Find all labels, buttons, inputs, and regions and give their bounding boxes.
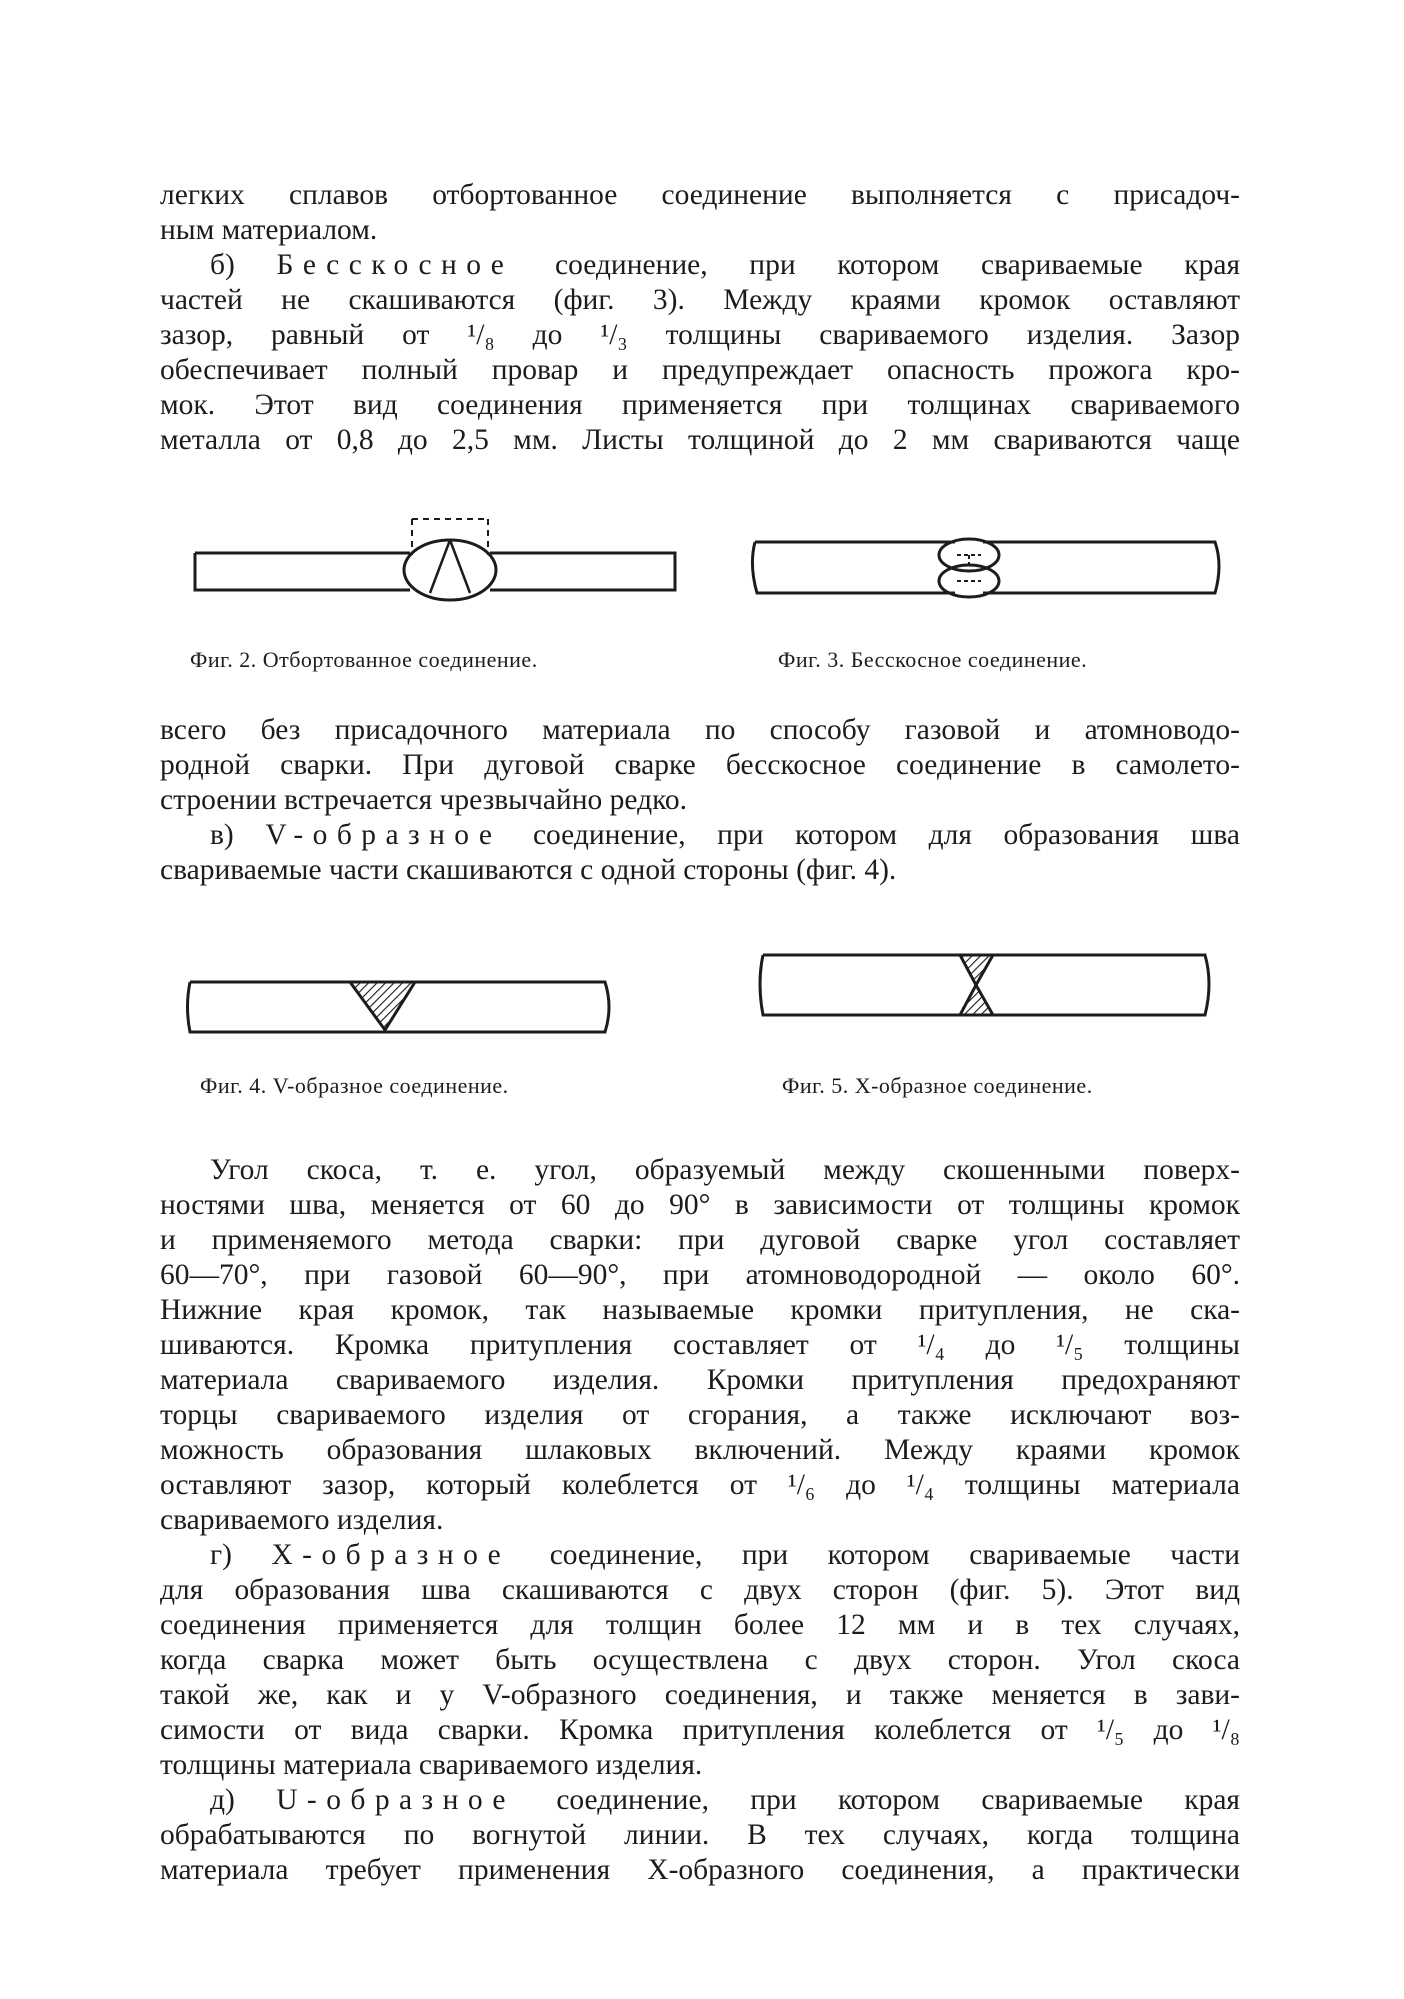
- text-block-2: [160, 713, 1240, 888]
- text-line: металла от 0,8 до 2,5 мм. Листы толщиной до 2 мм свариваются чаще: [160, 424, 1240, 456]
- text-line: когда сварка может быть осуществлена с двух сторон. Угол скоса: [160, 1644, 1240, 1676]
- text-line: для образования шва скашиваются с двух сторон (фиг. 5). Этот вид: [160, 1574, 1240, 1606]
- text-line: ным материалом.: [160, 214, 378, 246]
- text-line: родной сварки. При дуговой сварке бесскосное соединение в самолето-: [160, 749, 1240, 781]
- figure-4-v-joint: [185, 962, 615, 1042]
- item-prefix: г): [210, 1539, 232, 1571]
- text-line: шиваются. Кромка притупления составляет от ¹/₄ до ¹/₅ толщины: [160, 1329, 1240, 1361]
- text-line: и применяемого метода сварки: при дуговой сварке угол составляет: [160, 1224, 1240, 1256]
- text-block-3: [160, 1153, 1240, 1888]
- paragraph-g-first-line: [160, 1538, 1240, 1573]
- text-line: Угол скоса, т. е. угол, образуемый между скошенными поверх-: [210, 1154, 1240, 1186]
- text-line: 60—70°, при газовой 60—90°, при атомноводородной — около 60°.: [160, 1259, 1240, 1291]
- text-line: соединение, при котором свариваемые края: [556, 1784, 1241, 1816]
- text-line: соединения применяется для толщин более 12 мм и в тех случаях,: [160, 1609, 1240, 1641]
- spaced-term: U-образное: [276, 1784, 515, 1816]
- figure-5-x-joint: [755, 943, 1215, 1023]
- text-line: соединение, при котором свариваемые части: [549, 1539, 1240, 1571]
- figure-2-flanged-joint: [190, 505, 680, 615]
- paragraph-d-first-line: [160, 1783, 1240, 1818]
- text-line: Нижние края кромок, так называемые кромки притупления, не ска-: [160, 1294, 1240, 1326]
- text-line: зазор, равный от ¹/₈ до ¹/₃ толщины свариваемого изделия. Зазор: [160, 319, 1240, 351]
- text-line: ностями шва, меняется от 60 до 90° в зависимости от толщины кромок: [160, 1189, 1240, 1221]
- text-line: обеспечивает полный провар и предупреждает опасность прожога кро-: [160, 354, 1240, 386]
- text-line: свариваемые части скашиваются с одной стороны (фиг. 4).: [160, 854, 897, 886]
- text-line: строении встречается чрезвычайно редко.: [160, 784, 688, 816]
- figure-5-caption: Фиг. 5. X-образное соединение.: [782, 1073, 1093, 1098]
- text-line: симости от вида сварки. Кромка притупления колеблется от ¹/₅ до ¹/₈: [160, 1714, 1240, 1746]
- text-line: материала требует применения X-образного соединения, а практически: [160, 1854, 1240, 1886]
- spaced-term: Бесскосное: [276, 249, 514, 281]
- spaced-term: X-образное: [271, 1539, 511, 1571]
- text-line: соединение, при котором свариваемые края: [554, 249, 1241, 281]
- paragraph-b-first-line: [160, 248, 1240, 283]
- text-line: всего без присадочного материала по способу газовой и атомноводо-: [160, 714, 1240, 746]
- figure-3-square-butt-joint: [745, 525, 1225, 615]
- text-line: материала свариваемого изделия. Кромки притупления предохраняют: [160, 1364, 1240, 1396]
- item-prefix: в): [210, 819, 234, 851]
- figure-4-caption: Фиг. 4. V-образное соединение.: [200, 1073, 509, 1098]
- text-line: мок. Этот вид соединения применяется при толщинах свариваемого: [160, 389, 1240, 421]
- text-line: можность образования шлаковых включений. Между краями кромок: [160, 1434, 1240, 1466]
- text-line: торцы свариваемого изделия от сгорания, а также исключают воз-: [160, 1399, 1240, 1431]
- text-block-1: [160, 178, 1240, 458]
- text-line: соединение, при котором для образования шва: [532, 819, 1241, 851]
- text-line: свариваемого изделия.: [160, 1504, 444, 1536]
- text-line: легких сплавов отбортованное соединение выполняется с присадоч-: [160, 179, 1240, 211]
- text-line: частей не скашиваются (фиг. 3). Между краями кромок оставляют: [160, 284, 1240, 316]
- text-line: оставляют зазор, который колеблется от ¹/₆ до ¹/₄ толщины материала: [160, 1469, 1240, 1501]
- text-line: такой же, как и у V-образного соединения, и также меняется в зави-: [160, 1679, 1240, 1711]
- text-line: толщины материала свариваемого изделия.: [160, 1749, 703, 1781]
- figure-3-caption: Фиг. 3. Бесскосное соединение.: [778, 647, 1088, 672]
- text-line: обрабатываются по вогнутой линии. В тех случаях, когда толщина: [160, 1819, 1240, 1851]
- item-prefix: д): [210, 1784, 235, 1816]
- paragraph-v-first-line: [160, 818, 1240, 853]
- spaced-term: V-образное: [265, 819, 502, 851]
- item-prefix: б): [210, 249, 235, 281]
- figure-2-caption: Фиг. 2. Отбортованное соединение.: [190, 647, 538, 672]
